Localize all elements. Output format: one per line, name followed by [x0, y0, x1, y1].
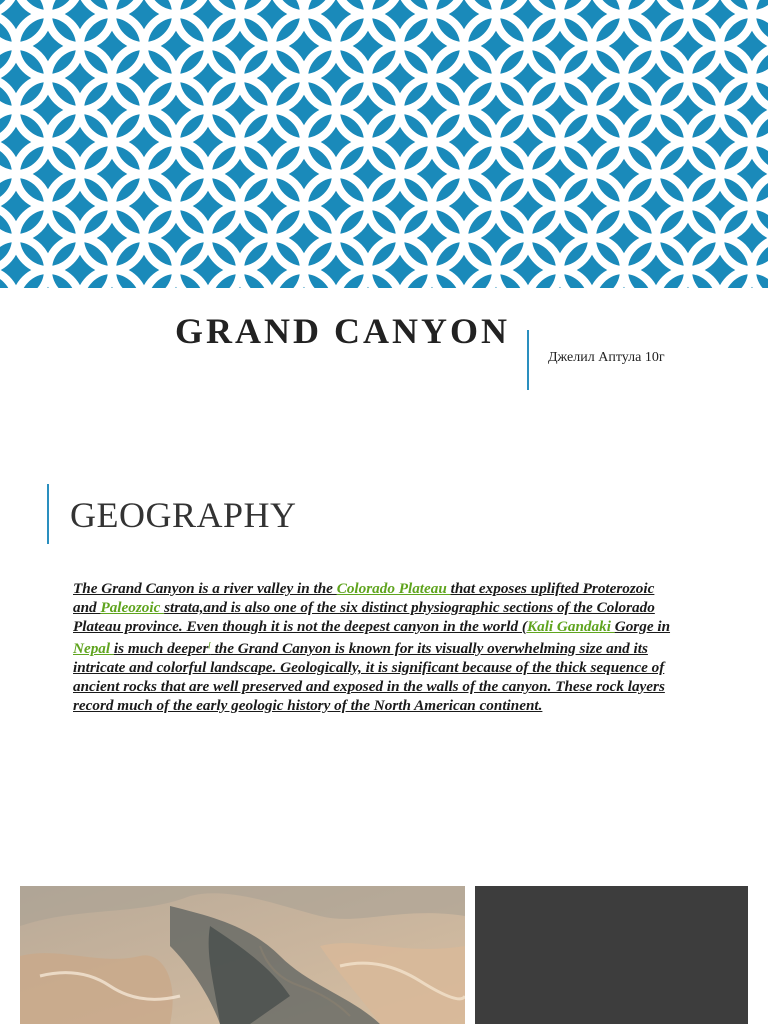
- author-name: Джелил Аптула 10г: [548, 350, 665, 365]
- canyon-aerial-image: [20, 886, 465, 1024]
- paragraph-text: is much deeper: [113, 640, 209, 658]
- title-banner-pattern: [0, 0, 768, 288]
- paragraph-text: Gorge in: [614, 618, 671, 635]
- paragraph-text: strata,and is also one of the six distinct physiographic sections of the Colorado Plateau province. Even though it is not the deepest canyon in the world (: [73, 599, 655, 635]
- link-nepal[interactable]: Nepal: [73, 640, 114, 658]
- paragraph-text: the Grand Canyon is known for its visually overwhelming size and its intricate and colorful landscape. Geologically, it is significant because of the thick sequence of ancient rocks that are well preserved and exposed in the walls of the canyon. These rock layers record much of the early geologic history of the North American continent.: [73, 640, 665, 715]
- dark-image-panel: [475, 886, 748, 1024]
- citation-marker[interactable]: [​: [208, 641, 211, 649]
- section-divider: [47, 484, 49, 544]
- geography-paragraph: [73, 579, 673, 715]
- link-paleozoic[interactable]: Paleozoic: [100, 599, 165, 616]
- section-heading: GEOGRAPHY: [70, 495, 297, 535]
- canyon-aerial-photo: [20, 886, 465, 1024]
- circle-lattice-pattern: [0, 0, 768, 288]
- paragraph-text: that exposes uplifted Proterozoic and: [73, 580, 655, 616]
- link-kali-gandaki[interactable]: Kali Gandaki: [526, 618, 615, 635]
- slide-title: GRAND CANYON: [175, 311, 510, 351]
- title-divider: [527, 330, 529, 390]
- paragraph-text: The Grand Canyon is a river valley in the: [73, 580, 337, 597]
- link-colorado-plateau[interactable]: Colorado Plateau: [336, 580, 451, 597]
